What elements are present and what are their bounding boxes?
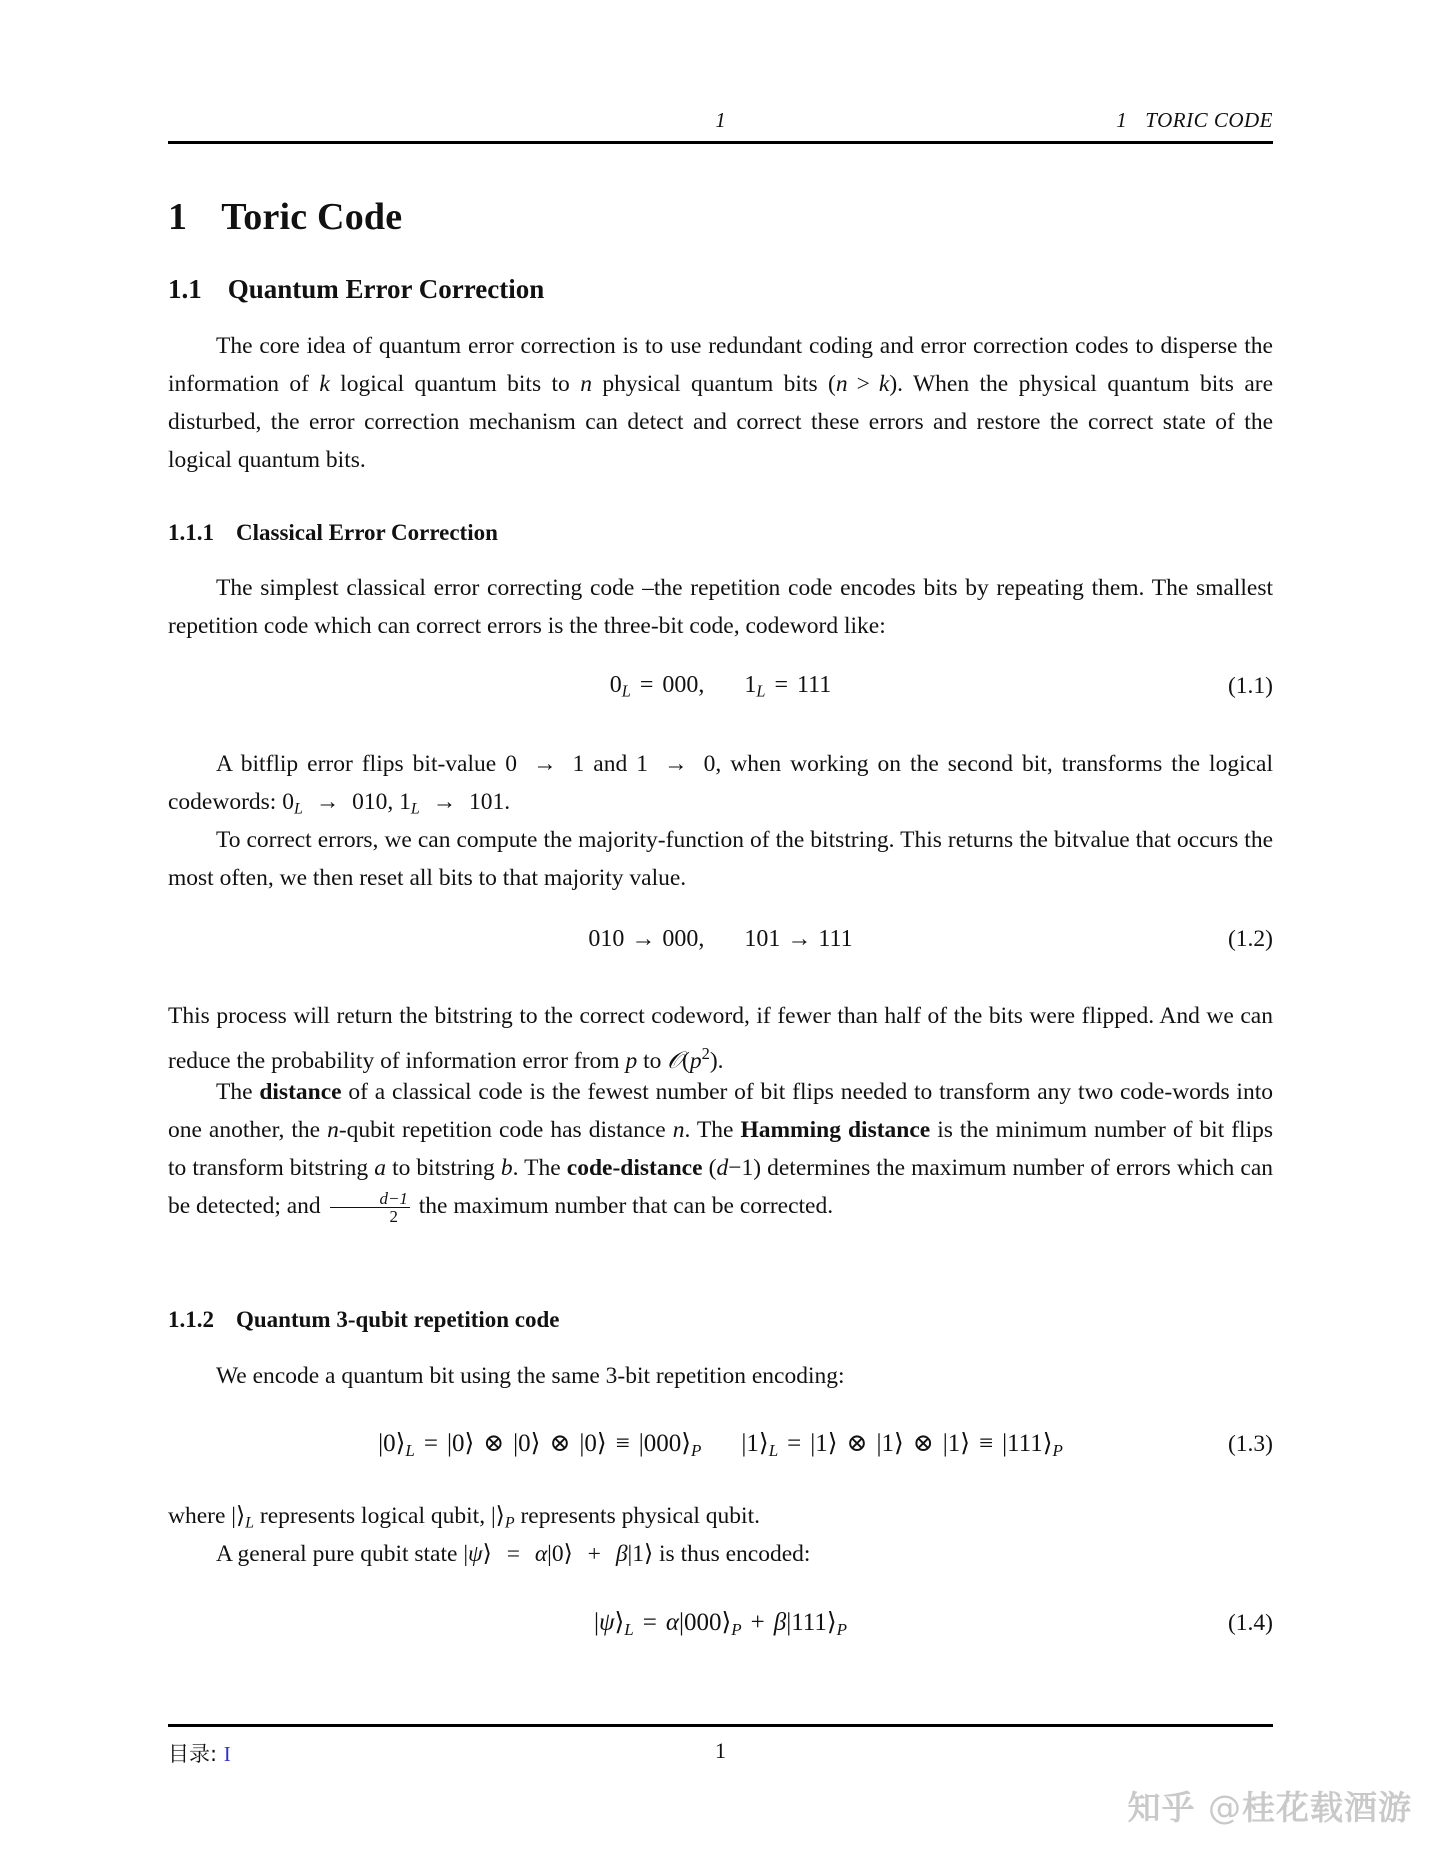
equation-1-1-tag: (1.1) xyxy=(1227,673,1273,700)
footer-toc-link[interactable]: I xyxy=(223,1742,231,1766)
subsubsection-title: Classical Error Correction xyxy=(236,520,498,545)
watermark xyxy=(1128,1782,1413,1829)
paragraph-general-pure-state: A general pure qubit state |ψ⟩ = α|0⟩ + β|1⟩ is thus encoded: xyxy=(216,1541,811,1567)
equation-1-1 xyxy=(168,672,1273,702)
subsubsection-heading-1-1-1 xyxy=(168,520,498,546)
running-head-section-title: TORIC CODE xyxy=(1145,108,1273,132)
subsubsection2-title: Quantum 3-qubit repetition code xyxy=(236,1307,560,1332)
watermark-username: 桂花载酒游 xyxy=(1242,1788,1412,1827)
paragraph-notation: where $|⟩_L$ represents logical qubit, $|⟩_P$ represents physical qubit. xyxy=(168,1503,760,1532)
equation-1-3-tag: (1.3) xyxy=(1227,1430,1273,1457)
header-rule xyxy=(168,141,1273,144)
paragraph-intro: The core idea of quantum error correction is to use redundant coding and error correction codes to disperse the information of k logical quantum bits to n physical quantum bits (n > k). When the physical quantum bits are disturbed, the error correction mechanism can detect and correct these errors and restore the correct state of the logical quantum bits. xyxy=(168,333,1274,473)
subsubsection-heading-1-1-2 xyxy=(168,1307,560,1333)
subsection-title: Quantum Error Correction xyxy=(227,274,545,304)
paragraph-repetition-code: The simplest classical error correcting code –the repetition code encodes bits by repeating them. The smallest repetition code which can correct errors is the three-bit code, codeword like: xyxy=(168,575,1273,639)
paragraph-encode-quantum-bit: We encode a quantum bit using the same 3-bit repetition encoding: xyxy=(216,1363,845,1389)
paragraph-distance: The distance of a classical code is the fewest number of bit flips needed to transform any two code-words into one another, the n-qubit repetition code has distance n. The Hamming distance is the minimum number of bit flips to transform bitstring a to bitstring b. The code-distance (d−1) determines the maximum number of errors which can be detected; and $\frac{d-1}{2}$ the maximum number that can be corrected. xyxy=(168,1079,1274,1227)
paragraph-process-return: This process will return the bitstring to the correct codeword, if fewer than half of the bits were flipped. And we can reduce the probability of information error from p to $𝒪(p^2)$. xyxy=(168,1003,1273,1074)
fraction-d-minus-1-over-2: $\frac{d-1}{2}$ xyxy=(330,1190,410,1227)
equation-1-3-body: $|0⟩_L$ = |0⟩ ⊗ |0⟩ ⊗ |0⟩ ≡ $|000⟩_P$ $|1⟩_L$ = |1⟩ ⊗ |1⟩ ⊗ |1⟩ ≡ $|111⟩_P$ xyxy=(378,1430,1063,1460)
running-head xyxy=(168,108,1273,133)
equation-1-1-body: $0_L = 000$, $1_L = 111$ xyxy=(609,672,832,701)
chapter-title: Toric Code xyxy=(221,196,403,238)
paragraph-bitflip: A bitflip error flips bit-value 0 → 1 and 1 → 0, when working on the second bit, transforms the logical codewords: $0_L \to 010$, $1_L \to 101$. xyxy=(168,751,1273,818)
equation-1-2 xyxy=(168,926,1273,953)
paragraph-majority: To correct errors, we can compute the majority-function of the bitstring. This returns the bitvalue that occurs the most often, we then reset all bits to that majority value. xyxy=(168,827,1273,891)
term-code-distance: code-distance xyxy=(566,1155,703,1181)
running-head-page-number: 1 xyxy=(715,108,726,132)
equation-1-4-body: $|\psi⟩_L$ = $\alpha|000⟩_P$ + $\beta|111⟩_P$ xyxy=(593,1609,848,1639)
subsubsection2-number: 1.1.2 xyxy=(168,1307,214,1332)
equation-1-3 xyxy=(168,1428,1273,1461)
watermark-site: 知乎 xyxy=(1127,1788,1196,1827)
equation-1-4 xyxy=(168,1607,1273,1640)
subsubsection-number: 1.1.1 xyxy=(168,520,214,545)
watermark-at-symbol: @ xyxy=(1208,1788,1242,1827)
equation-1-2-tag: (1.2) xyxy=(1227,926,1273,952)
page-title xyxy=(168,195,402,239)
subsection-number: 1.1 xyxy=(168,274,202,304)
term-hamming-distance: Hamming distance xyxy=(740,1117,931,1143)
running-head-section-number: 1 xyxy=(1116,108,1128,132)
equation-1-4-tag: (1.4) xyxy=(1227,1609,1273,1636)
chapter-number: 1 xyxy=(168,196,188,238)
equation-1-2-body: 010 → 000, 101 → 111 xyxy=(588,926,853,952)
footer-page-number: 1 xyxy=(715,1738,726,1763)
footer-toc-label: 目录: xyxy=(168,1742,218,1766)
subsection-heading-1-1 xyxy=(168,274,544,305)
footer-rule xyxy=(168,1724,1273,1727)
term-distance: distance xyxy=(259,1079,342,1105)
